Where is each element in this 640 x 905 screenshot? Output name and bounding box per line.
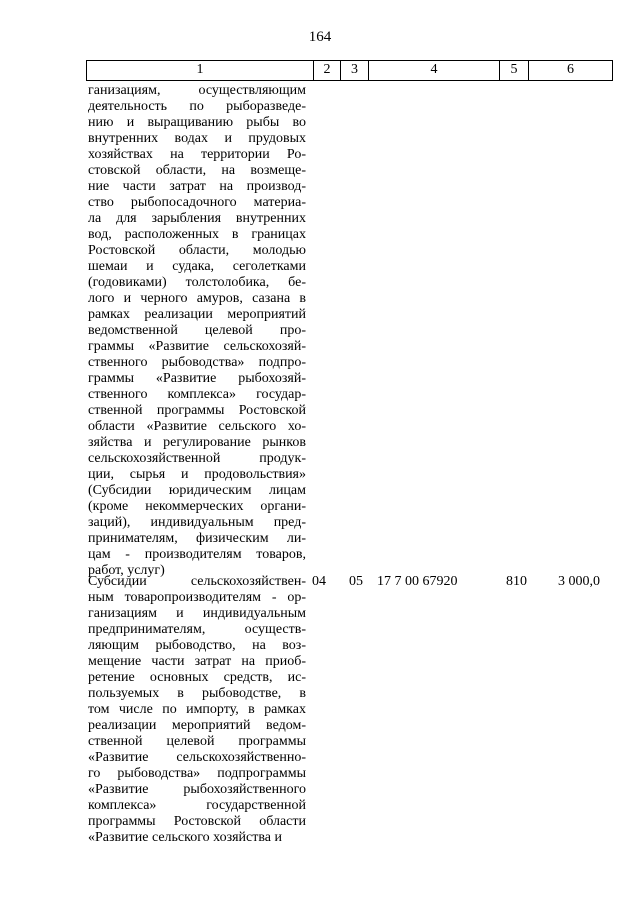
description-line: ственного комплекса» государ- (88, 387, 306, 402)
description-line: стовской области, на возмеще- (88, 163, 306, 178)
amount: 3 000,0 (558, 574, 600, 589)
description-line: «Развитие сельскохозяйственно- (88, 750, 306, 765)
description-line: ретение основных средств, ис- (88, 670, 306, 685)
description-line: ляющим рыбоводство, на воз- (88, 638, 306, 653)
column-header-3: 3 (341, 61, 369, 81)
description-line: том числе по импорту, в рамках (88, 702, 306, 717)
column-header-row (87, 61, 613, 81)
description-line: (кроме некоммерческих органи- (88, 499, 306, 514)
description-line: ние части затрат на производ- (88, 179, 306, 194)
description-line: Субсидии сельскохозяйствен- (88, 574, 306, 589)
description-line: области «Развитие сельского хо- (88, 419, 306, 434)
subsection-code: 05 (349, 574, 363, 589)
description-line: заций), индивидуальным пред- (88, 515, 306, 530)
page-number: 164 (308, 29, 332, 45)
description-line: ство рыбопосадочного материа- (88, 195, 306, 210)
description-line: ственной программы Ростовской (88, 403, 306, 418)
description-line: мещение части затрат на приоб- (88, 654, 306, 669)
description-line: (годовиками) толстолобика, бе- (88, 275, 306, 290)
description-line: вод, расположенных в границах (88, 227, 306, 242)
column-header-table (86, 60, 613, 81)
description-line: лого и черного амуров, сазана в (88, 291, 306, 306)
description-line: ганизациям, осуществляющим (88, 83, 306, 98)
description-line: внутренних водах и прудовых (88, 131, 306, 146)
description-line: ла для зарыбления внутренних (88, 211, 306, 226)
section-code: 04 (312, 574, 326, 589)
description-line: «Развитие сельского хозяйства и (88, 830, 283, 845)
description-line: работ, услуг) (88, 563, 165, 578)
description-line: граммы «Развитие сельскохозяй- (88, 339, 306, 354)
target-article-code: 17 7 00 67920 (377, 574, 458, 589)
column-header-6: 6 (529, 61, 613, 81)
description-line: предпринимателям, осуществ- (88, 622, 306, 637)
description-line: нию и выращиванию рыбы во (88, 115, 306, 130)
description-line: «Развитие рыбохозяйственного (88, 782, 306, 797)
description-line: цам - производителям товаров, (88, 547, 306, 562)
row-description (88, 83, 306, 579)
description-line: деятельность по рыборазведе- (88, 99, 306, 114)
expense-type-code: 810 (506, 574, 527, 589)
description-line: хозяйствах на территории Ро- (88, 147, 306, 162)
description-line: программы Ростовской области (88, 814, 306, 829)
description-line: реализации мероприятий ведом- (88, 718, 306, 733)
description-line: пользуемых в рыбоводстве, в (88, 686, 306, 701)
column-header-4: 4 (369, 61, 500, 81)
description-line: ции, сырья и продовольствия» (88, 467, 306, 482)
description-line: ведомственной целевой про- (88, 323, 306, 338)
description-line: шемаи и судака, сеголетками (88, 259, 306, 274)
description-line: комплекса» государственной (88, 798, 306, 813)
description-line: ственного рыбоводства» подпро- (88, 355, 306, 370)
description-line: ственной целевой программы (88, 734, 306, 749)
description-line: ным товаропроизводителям - ор- (88, 590, 306, 605)
description-line: принимателям, физическим ли- (88, 531, 306, 546)
description-line: го рыбоводства» подпрограммы (88, 766, 306, 781)
column-header-5: 5 (500, 61, 529, 81)
description-line: граммы «Развитие рыбохозяй- (88, 371, 306, 386)
description-line: сельскохозяйственной продук- (88, 451, 306, 466)
description-line: рамках реализации мероприятий (88, 307, 306, 322)
row-description (88, 574, 306, 846)
description-line: зяйства и регулирование рынков (88, 435, 306, 450)
description-line: ганизациям и индивидуальным (88, 606, 306, 621)
description-line: (Субсидии юридическим лицам (88, 483, 306, 498)
column-header-2: 2 (314, 61, 341, 81)
description-line: Ростовской области, молодью (88, 243, 306, 258)
column-header-1: 1 (87, 61, 314, 81)
